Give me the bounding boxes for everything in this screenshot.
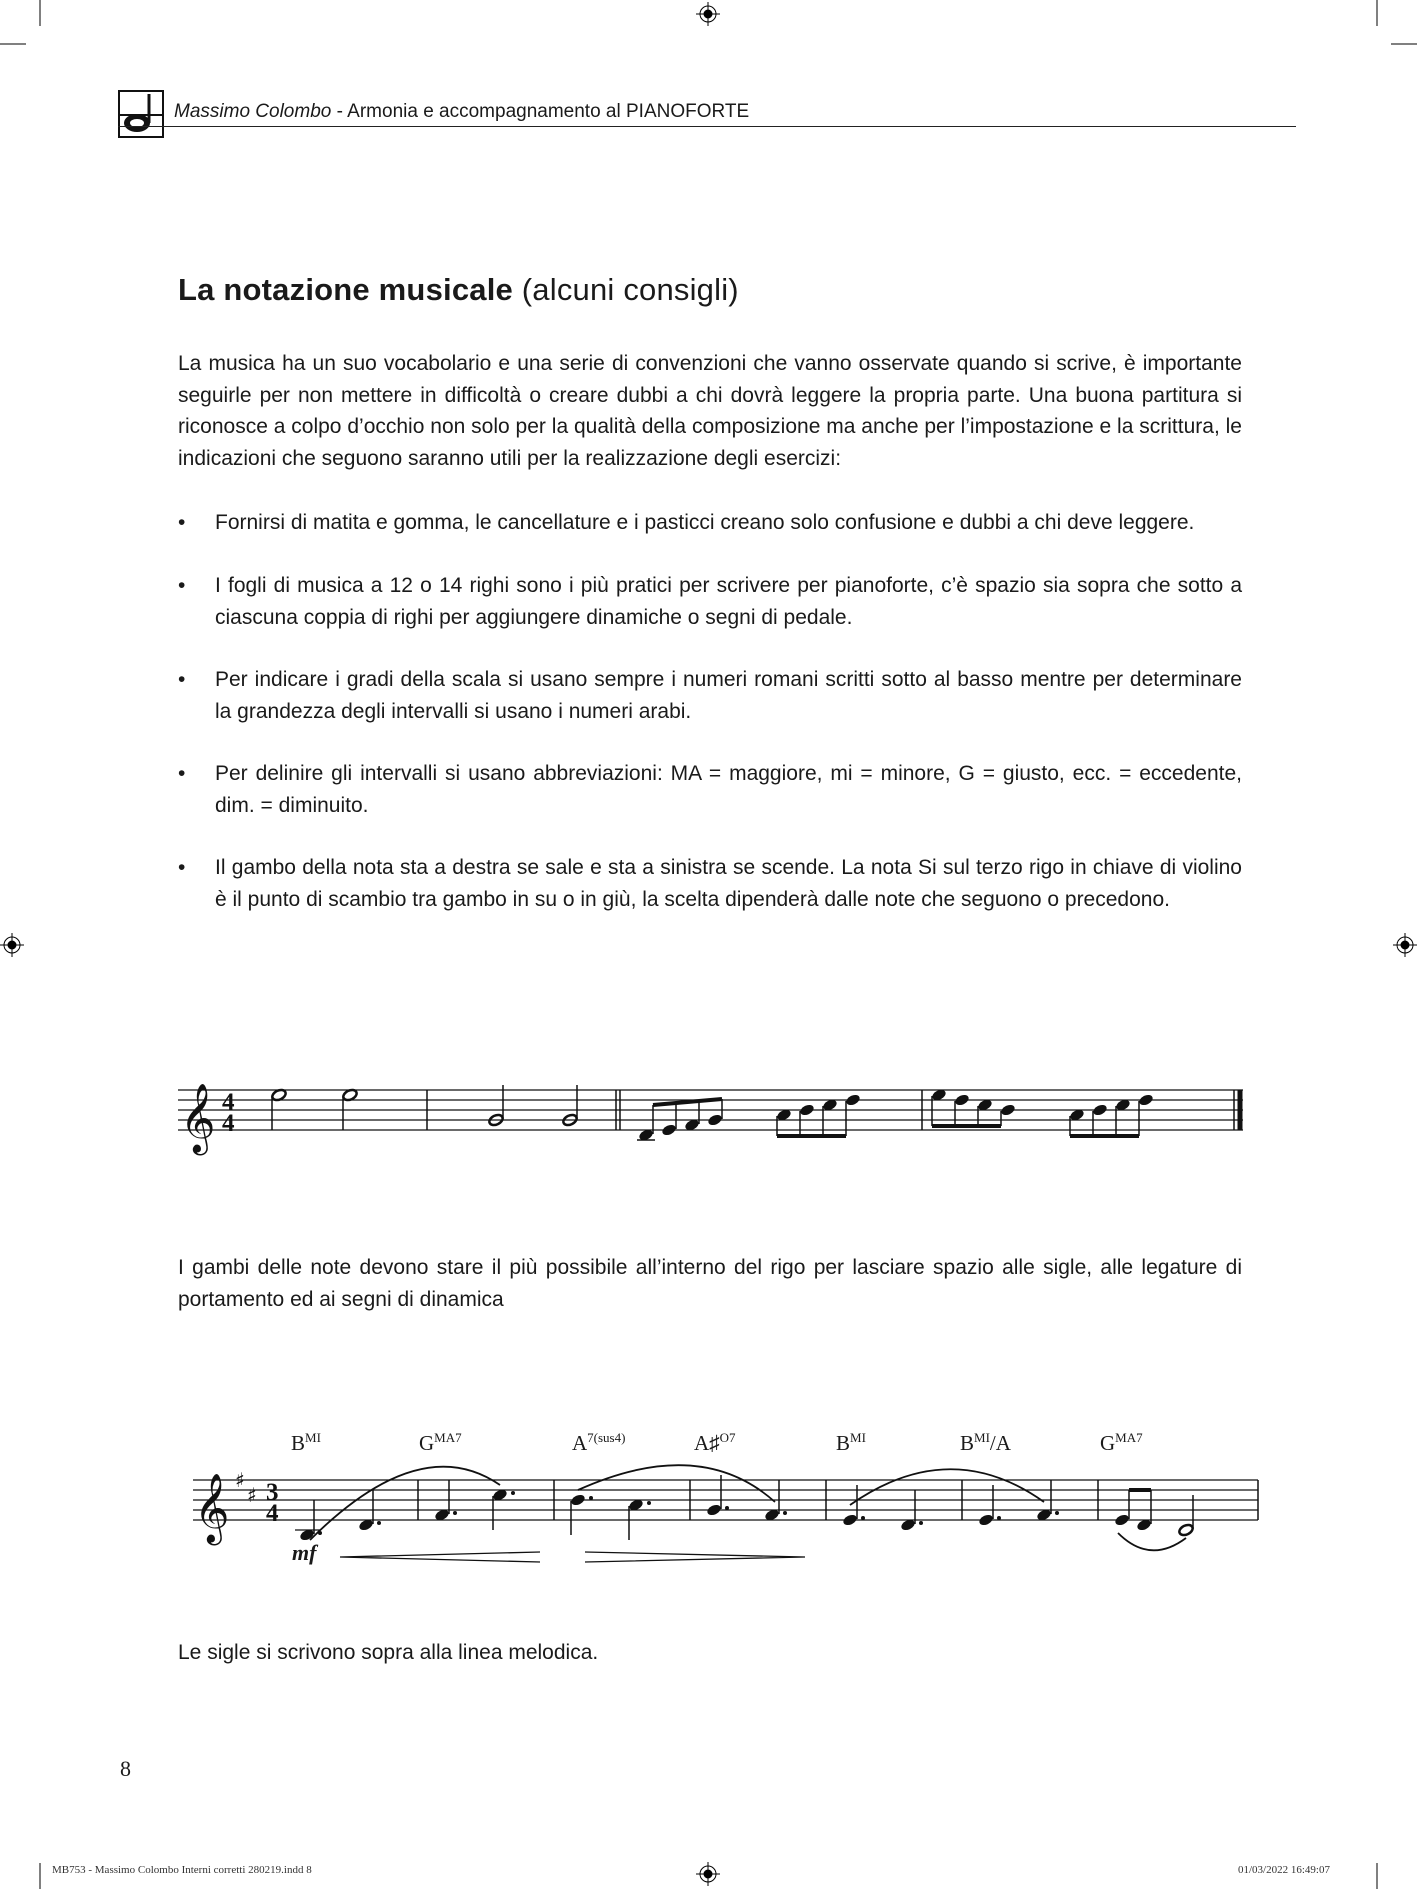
section-title-rest: (alcuni consigli) bbox=[521, 272, 739, 307]
time-sig-top: 3 bbox=[266, 1479, 279, 1506]
chord-symbol: $B^{MI}$ bbox=[291, 1430, 321, 1455]
bullet-item-4: Per delinire gli intervalli si usano abbreviazioni: MA = maggiore, mi = minore, G = giusto, ecc. = eccedente, dim. = diminuito. bbox=[215, 762, 1242, 817]
chords-paragraph: Le sigle si scrivono sopra alla linea melodica. bbox=[178, 1641, 599, 1664]
header-title: Armonia e accompagnamento al PIANOFORTE bbox=[347, 101, 750, 122]
target-mark-left bbox=[0, 933, 24, 957]
bullet-item-1: Fornirsi di matita e gomma, le cancellature e i pasticci creano solo confusione e dubbi a chi deve leggere. bbox=[215, 511, 1195, 534]
chord-symbol: $B^{MI}/A$ bbox=[960, 1430, 1011, 1455]
sharp-icon: ♯ bbox=[235, 1468, 245, 1492]
slug-date: 01/03/2022 16:49:07 bbox=[1238, 1864, 1330, 1876]
section-heading bbox=[178, 272, 739, 308]
bullet-marker: • bbox=[178, 668, 186, 691]
bullet-marker: • bbox=[178, 511, 186, 534]
time-sig-top: 4 bbox=[222, 1089, 235, 1116]
target-mark-right bbox=[1393, 933, 1417, 957]
target-mark-top bbox=[696, 2, 720, 26]
bullet-item-3: Per indicare i gradi della scala si usano sempre i numeri romani scritti sotto al basso mentre per determinare la grandezza degli intervalli si usano i numeri arabi. bbox=[215, 668, 1242, 723]
treble-clef-icon: 𝄞 bbox=[180, 1083, 216, 1153]
dynamic-marking: mf bbox=[292, 1540, 317, 1565]
music-example-chords bbox=[0, 1440, 1417, 1600]
running-header bbox=[174, 101, 749, 123]
chord-symbol: $G^{MA7}$ bbox=[1100, 1430, 1143, 1455]
chord-symbol: A♯$^{O7}$ bbox=[694, 1430, 736, 1455]
music-example-stems bbox=[0, 1060, 1417, 1180]
treble-clef-icon: 𝄞 bbox=[194, 1473, 230, 1543]
slug-file: MB753 - Massimo Colombo Interni corretti 280219.indd 8 bbox=[52, 1864, 312, 1876]
section-title-bold: La notazione musicale bbox=[178, 272, 513, 307]
chord-symbol: $A^{7(sus4)}$ bbox=[572, 1430, 626, 1455]
time-sig-bottom: 4 bbox=[266, 1500, 279, 1527]
sharp-icon: ♯ bbox=[247, 1483, 257, 1507]
page-number: 8 bbox=[120, 1756, 131, 1781]
half-note-logo bbox=[118, 90, 164, 138]
header-rule bbox=[118, 126, 1296, 127]
bullet-marker: • bbox=[178, 574, 186, 597]
header-separator: - bbox=[331, 101, 348, 122]
bullet-item-2: I fogli di musica a 12 o 14 righi sono i più pratici per scrivere per pianoforte, c’è spazio sia sopra che sotto a ciascuna coppia di righi per aggiungere dinamiche o segni di pedale. bbox=[215, 574, 1242, 629]
chord-symbol: $G^{MA7}$ bbox=[419, 1430, 462, 1455]
bullet-item-5: Il gambo della nota sta a destra se sale e sta a sinistra se scende. La nota Si sul terzo rigo in chiave di violino è il punto di scambio tra gambo in su o in giù, la scelta dipenderà dalle note che seguono o precedono. bbox=[215, 856, 1242, 911]
intro-paragraph: La musica ha un suo vocabolario e una serie di convenzioni che vanno osservate quando si scrive, è importante seguirle per non mettere in difficoltà o creare dubbi a chi dovrà leggere la propria parte. Una buona partitura si riconosce a colpo d’occhio non solo per la qualità della composizione ma anche per l’impostazione e la scrittura, le indicazioni che seguono saranno utili per la realizzazione degli esercizi: bbox=[178, 352, 1242, 470]
bullet-marker: • bbox=[178, 762, 186, 785]
chord-symbol: $B^{MI}$ bbox=[836, 1430, 866, 1455]
bullet-marker: • bbox=[178, 856, 186, 879]
target-mark-bottom bbox=[696, 1862, 720, 1886]
stems-paragraph: I gambi delle note devono stare il più possibile all’interno del rigo per lasciare spazio alle sigle, alle legature di portamento ed ai segni di dinamica bbox=[178, 1256, 1242, 1311]
time-sig-bottom: 4 bbox=[222, 1110, 235, 1137]
header-author: Massimo Colombo bbox=[174, 101, 332, 122]
